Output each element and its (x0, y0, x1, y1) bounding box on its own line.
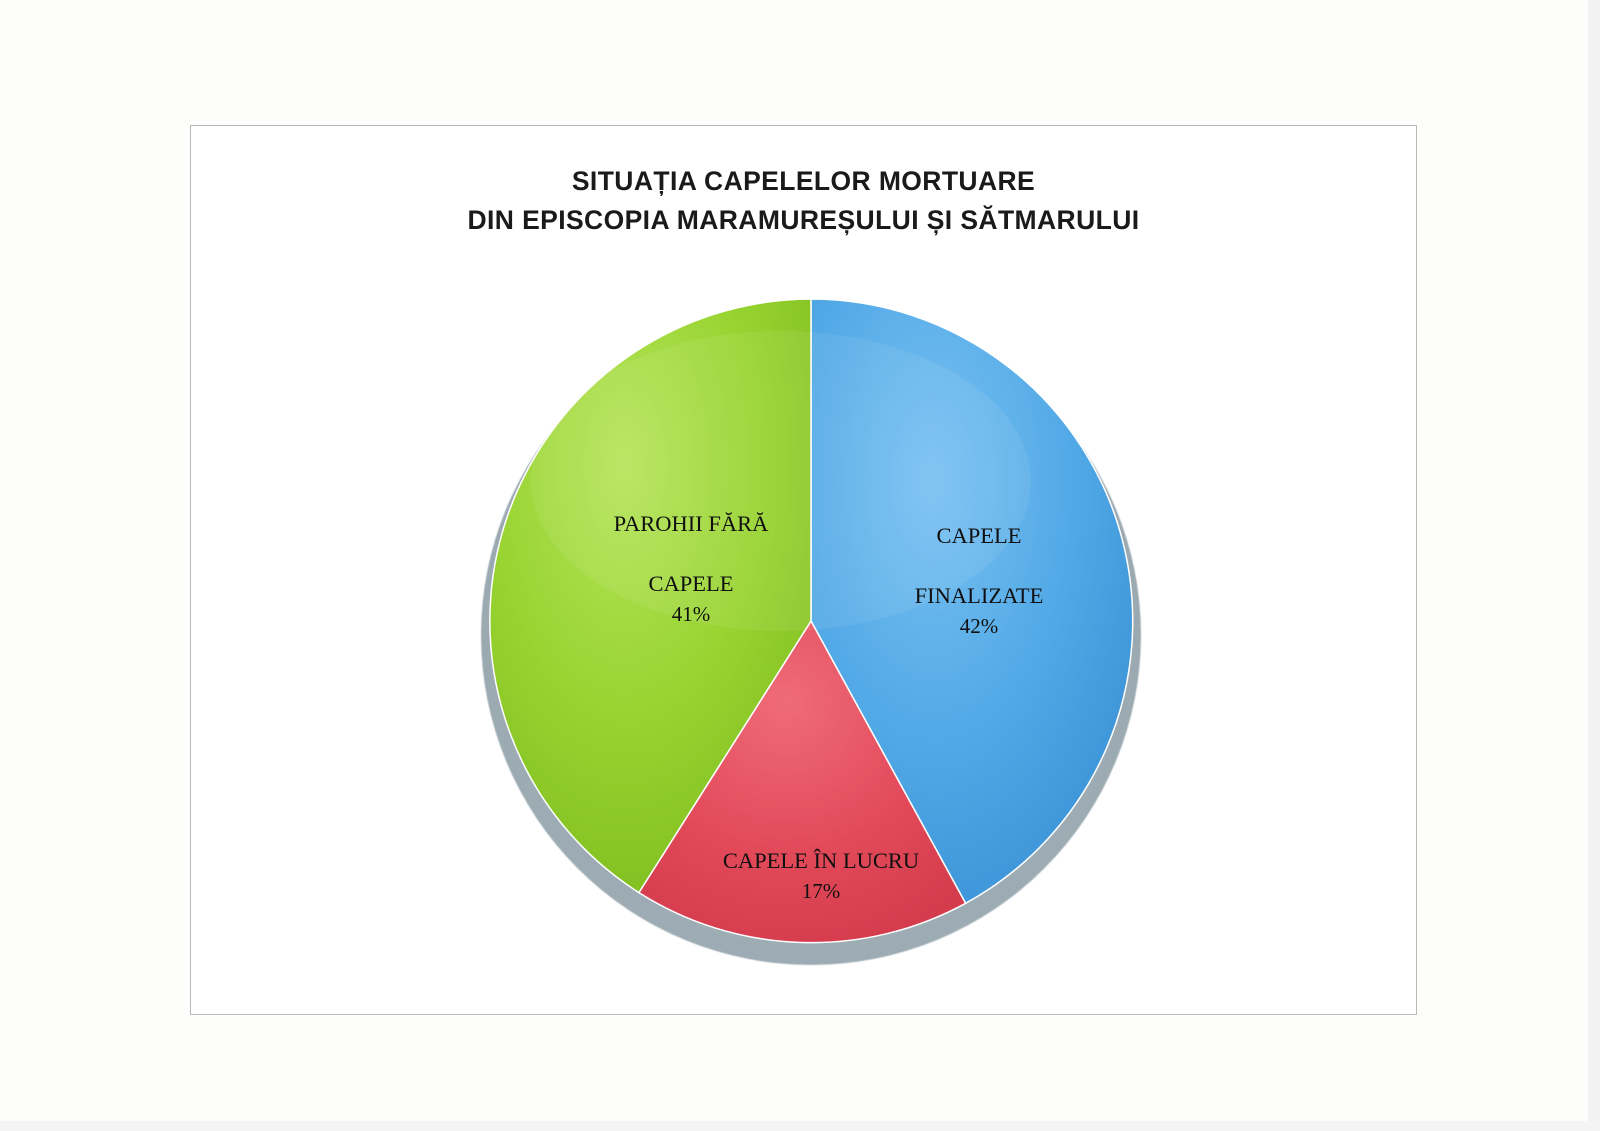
chart-title-line-2: DIN EPISCOPIA MARAMUREȘULUI ȘI SĂTMARULUI (467, 205, 1140, 235)
pie-chart (481, 291, 1141, 951)
page-edge-right (1588, 0, 1600, 1131)
slice-label-line-2: FINALIZATE (914, 583, 1044, 608)
slice-label-line-1: CAPELE ÎN LUCRU (722, 848, 920, 873)
pie-slices (481, 291, 1141, 951)
chart-frame (190, 125, 1417, 1015)
chart-title (191, 162, 1416, 240)
pie-gloss-highlight (531, 331, 1031, 631)
slice-percent: 41% (671, 602, 711, 626)
slice-label-line-2: CAPELE (648, 571, 734, 596)
slice-label-line-1: CAPELE (936, 523, 1022, 548)
pie-svg (481, 291, 1141, 951)
slice-label-line-1: PAROHII FĂRĂ (613, 511, 769, 536)
chart-title-line-1: SITUAȚIA CAPELELOR MORTUARE (571, 166, 1036, 196)
slice-percent: 17% (801, 879, 841, 903)
page-edge-bottom (0, 1121, 1600, 1131)
slice-percent: 42% (959, 614, 999, 638)
